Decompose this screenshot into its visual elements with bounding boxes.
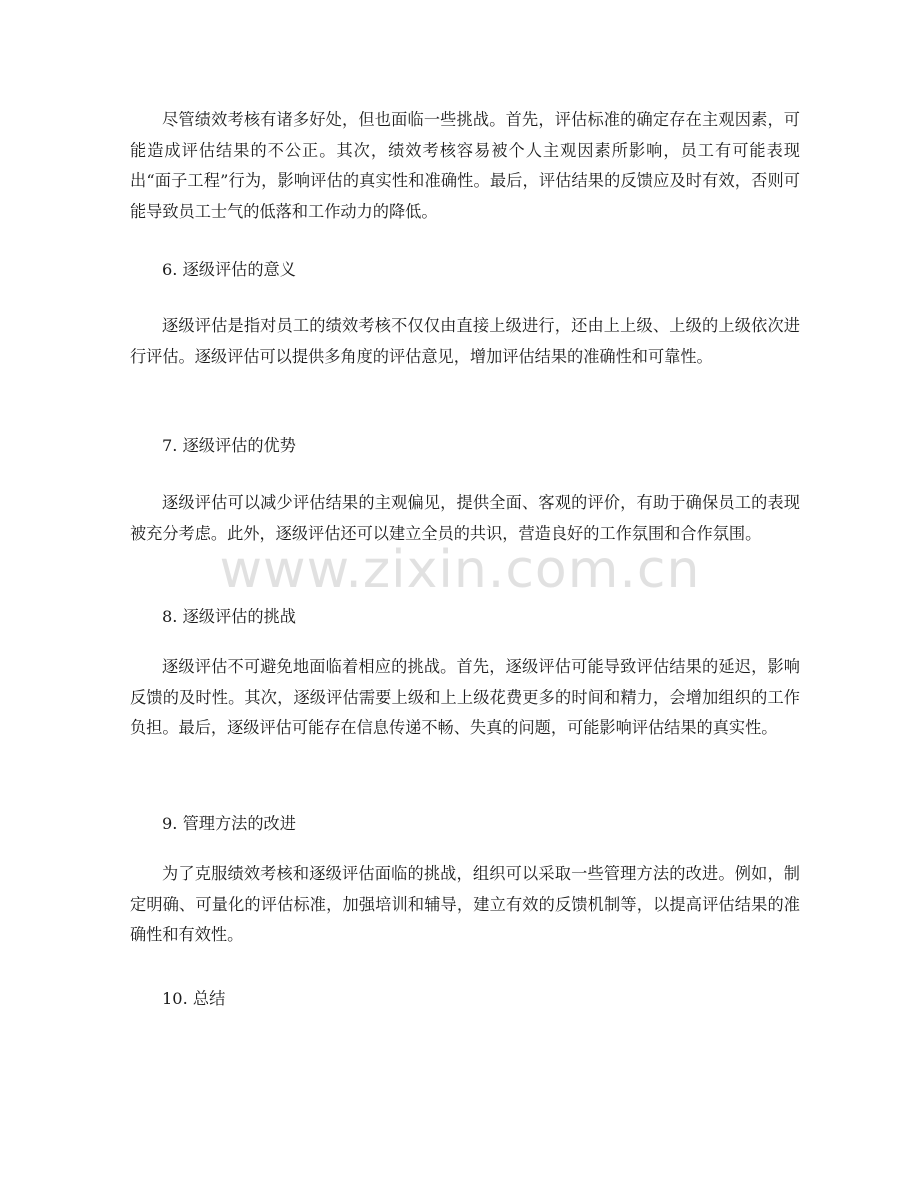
heading-10: 10. 总结	[162, 989, 226, 1008]
paragraph-advantages: 逐级评估可以减少评估结果的主观偏见，提供全面、客观的评价，有助于确保员工的表现被充分考虑。此外，逐级评估还可以建立全员的共识，营造良好的工作氛围和合作氛围。	[130, 493, 800, 543]
heading-8: 8. 逐级评估的挑战	[162, 607, 296, 626]
paragraph-meaning: 逐级评估是指对员工的绩效考核不仅仅由直接上级进行，还由上上级、上级的上级依次进行评估。逐级评估可以提供多角度的评估意见，增加评估结果的准确性和可靠性。	[130, 316, 800, 366]
watermark: www.zixin.com.cn	[219, 540, 701, 600]
paragraph-improvements: 为了克服绩效考核和逐级评估面临的挑战，组织可以采取一些管理方法的改进。例如，制定明确、可量化的评估标准，加强培训和辅导，建立有效的反馈机制等，以提高评估结果的准确性和有效性。	[130, 864, 800, 944]
heading-6: 6. 逐级评估的意义	[162, 260, 296, 279]
heading-7: 7. 逐级评估的优势	[162, 436, 296, 455]
heading-9: 9. 管理方法的改进	[162, 814, 296, 833]
paragraph-challenges: 尽管绩效考核有诸多好处，但也面临一些挑战。首先，评估标准的确定存在主观因素，可能造成评估结果的不公正。其次，绩效考核容易被个人主观因素所影响，员工有可能表现出“面子工程”行为，影响评估的真实性和准确性。最后，评估结果的反馈应及时有效，否则可能导致员工士气的低落和工作动力的降低。	[130, 110, 800, 221]
paragraph-drawbacks: 逐级评估不可避免地面临着相应的挑战。首先，逐级评估可能导致评估结果的延迟，影响反馈的及时性。其次，逐级评估需要上级和上上级花费更多的时间和精力，会增加组织的工作负担。最后，逐级评估可能存在信息传递不畅、失真的问题，可能影响评估结果的真实性。	[130, 657, 800, 737]
